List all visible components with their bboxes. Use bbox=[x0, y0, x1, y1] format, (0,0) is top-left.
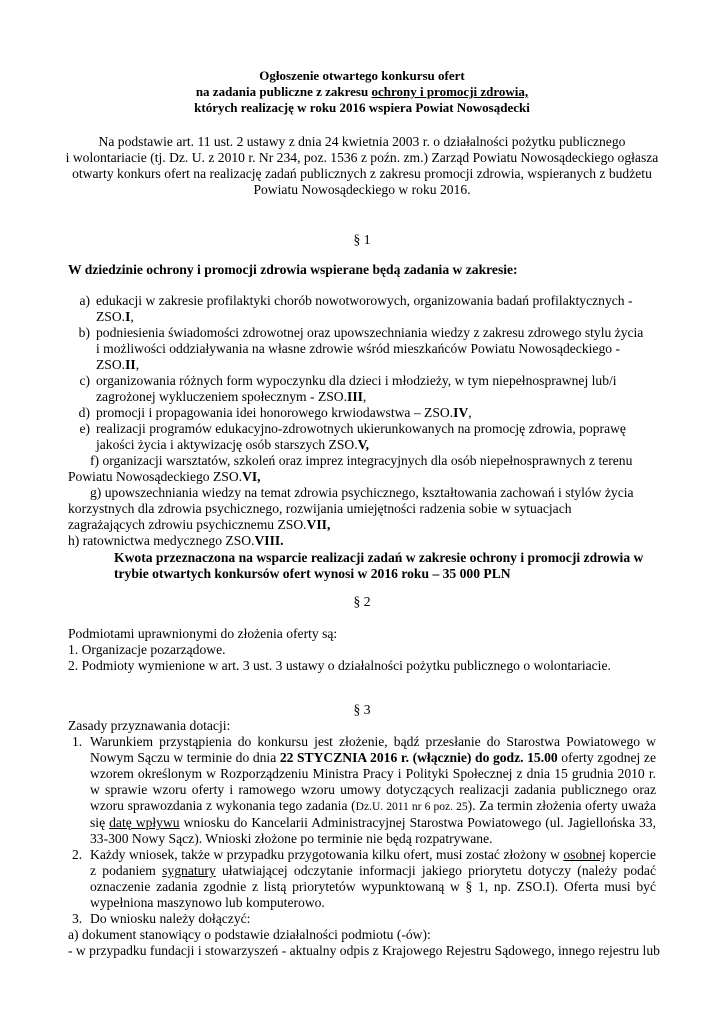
list-item bbox=[68, 533, 668, 549]
rule-text: Każdy wniosek, także w przypadku przygotowania kilku ofert, musi zostać złożony w bbox=[90, 847, 564, 862]
list-item-line: organizowania różnych form wypoczynku dla dzieci i młodzieży, w tym niepełnosprawnej lub/i bbox=[96, 373, 617, 388]
list-item-tail: , bbox=[135, 357, 140, 372]
rule-text: wniosku do Kancelarii Administracyjnej Starostwa Powiatowego (ul. Jagiellońska 33, bbox=[179, 815, 656, 830]
rule-2 bbox=[68, 847, 656, 911]
title-line-3: których realizację w roku 2016 wspiera Powiat Nowosądecki bbox=[194, 100, 530, 115]
rule-text: z podaniem bbox=[90, 863, 163, 878]
list-item-line bbox=[96, 309, 668, 325]
intro-line: otwarty konkurs ofert na realizację zadań publicznych z zakresu promocji zdrowia, wspieranych z budżetu bbox=[72, 166, 652, 181]
list-item-text: Powiatu Nowosądeckiego ZSO. bbox=[68, 469, 243, 484]
list-item bbox=[68, 453, 668, 485]
list-item-line bbox=[96, 389, 668, 405]
rule-underlined: sygnatury bbox=[162, 863, 216, 878]
list-item-label: d) bbox=[78, 405, 90, 420]
list-item-line bbox=[68, 469, 668, 485]
list-item-text: promocji i propagowania idei honorowego krwiodawstwa – ZSO. bbox=[96, 405, 454, 420]
list-item-code: V, bbox=[357, 437, 370, 452]
list-item-label: c) bbox=[79, 373, 90, 388]
rule-text: ). Za termin złożenia oferty uważa bbox=[467, 798, 656, 813]
rule-line: wypełniona maszynowo lub komputerowo. bbox=[90, 895, 325, 910]
list-item-line: edukacji w zakresie profilaktyki chorób nowotworowych, organizowania badań profilaktycznych - bbox=[96, 293, 633, 308]
list-item-text: ZSO. bbox=[96, 357, 126, 372]
rule-line bbox=[90, 863, 656, 879]
section-1-mark: § 1 bbox=[353, 232, 371, 247]
rule-line bbox=[90, 815, 656, 831]
attachment-line: a) dokument stanowiący o podstawie działalności podmiotu (-ów): bbox=[68, 927, 431, 942]
rule-line bbox=[90, 847, 656, 863]
list-item bbox=[68, 421, 668, 453]
section-2-body bbox=[68, 626, 658, 674]
section-2-line: 2. Podmioty wymienione w art. 3 ust. 3 ustawy o działalności pożytku publicznego o wolontariacie. bbox=[68, 658, 611, 673]
task-list bbox=[68, 293, 668, 549]
funding-amount bbox=[114, 550, 643, 582]
rule-underlined: osobnej bbox=[563, 847, 606, 862]
rule-underlined: datę wpływu bbox=[109, 815, 180, 830]
list-item-text: h) ratownictwa medycznego ZSO. bbox=[68, 533, 255, 548]
list-item-text: zagrożonej wykluczeniem społecznym - ZSO. bbox=[96, 389, 348, 404]
list-item-line bbox=[96, 437, 668, 453]
rule-line bbox=[90, 798, 656, 815]
rule-line bbox=[90, 750, 656, 766]
section-3-mark: § 3 bbox=[353, 702, 371, 717]
list-item-tail: , bbox=[468, 405, 472, 420]
section-2-line: Podmiotami uprawnionymi do złożenia oferty są: bbox=[68, 626, 338, 641]
list-item-line bbox=[96, 357, 668, 373]
rule-line: oznaczenie zadania zgodnie z listą priorytetów wypunktowaną w § 1, np. ZSO.I). Oferta musi być bbox=[90, 879, 656, 894]
list-item-line bbox=[68, 533, 668, 549]
list-item-line: g) upowszechniania wiedzy na temat zdrowia psychicznego, kształtowania zachowań i stylów życia bbox=[90, 485, 634, 500]
title-line-2-underlined: ochrony i promocji zdrowia, bbox=[371, 84, 529, 99]
section-1-heading: W dziedzinie ochrony i promocji zdrowia wspierane będą zadania w zakresie: bbox=[68, 262, 518, 277]
list-item-text: ZSO. bbox=[96, 309, 126, 324]
list-item-code: VIII. bbox=[254, 533, 284, 548]
intro-paragraph bbox=[60, 134, 664, 198]
list-item-code: IV bbox=[453, 405, 469, 420]
list-item-code: VII, bbox=[306, 517, 331, 532]
list-item bbox=[68, 485, 668, 533]
intro-line: Powiatu Nowosądeckiego w roku 2016. bbox=[253, 182, 471, 197]
list-item-line: podniesienia świadomości zdrowotnej oraz upowszechniania wiedzy z zakresu zdrowego stylu życia bbox=[96, 325, 644, 340]
list-item-code: III bbox=[347, 389, 363, 404]
list-item-label: b) bbox=[78, 325, 90, 340]
intro-line: i wolontariacie (tj. Dz. U. z 2010 r. Nr 234, poz. 1536 z poźn. zm.) Zarząd Powiatu Nowosądeckiego ogłasza bbox=[65, 150, 659, 165]
section-2-mark: § 2 bbox=[353, 594, 371, 609]
list-item bbox=[68, 325, 668, 373]
rule-number: 2. bbox=[72, 847, 83, 862]
section-3-intro: Zasady przyznawania dotacji: bbox=[68, 718, 231, 733]
rule-3 bbox=[68, 911, 656, 927]
list-item bbox=[68, 293, 668, 325]
list-item-tail: , bbox=[362, 389, 367, 404]
rule-line: 33-300 Nowy Sącz). Wnioski złożone po terminie nie będą rozpatrywane. bbox=[90, 831, 493, 846]
title-line-2 bbox=[0, 84, 724, 100]
list-item-label: e) bbox=[79, 421, 90, 436]
list-item-line bbox=[96, 405, 668, 421]
rule-number: 3. bbox=[72, 911, 83, 926]
rule-text: Nowym Sączu w terminie do dnia bbox=[90, 750, 280, 765]
attachment-line: - w przypadku fundacji i stowarzyszeń - aktualny odpis z Krajowego Rejestru Sądowego, innego rejestru lub bbox=[68, 943, 660, 958]
rule-text: się bbox=[90, 815, 110, 830]
section-2-line: 1. Organizacje pozarządowe. bbox=[68, 642, 226, 657]
deadline: 22 STYCZNIA 2016 r. (włącznie) do godz. 15.00 bbox=[279, 750, 558, 765]
rule-line: Warunkiem przystąpienia do konkursu jest złożenie, bądź przesłanie do Starostwa Powiatowego w bbox=[90, 734, 656, 749]
legal-reference: Dz.U. 2011 nr 6 poz. 25 bbox=[355, 801, 468, 813]
rule-text: wzoru sprawozdania z wykonania tego zadania ( bbox=[90, 798, 356, 813]
list-item-code: I bbox=[125, 309, 131, 324]
list-item-label: a) bbox=[79, 293, 90, 308]
rule-line: w sprawie wzoru oferty i ramowego wzoru umowy dotyczących realizacji zadania publicznego oraz bbox=[90, 782, 656, 797]
funding-amount-line: trybie otwartych konkursów ofert wynosi w 2016 roku – 35 000 PLN bbox=[114, 566, 511, 581]
list-item-line: realizacji programów edukacyjno-zdrowotnych ukierunkowanych na promocję zdrowia, poprawę bbox=[96, 421, 626, 436]
list-item-line: korzystnych dla zdrowia psychicznego, rozwijania umiejętności radzenia sobie w sytuacjach bbox=[68, 501, 572, 516]
list-item bbox=[68, 373, 668, 405]
title-line-2-text: na zadania publiczne z zakresu bbox=[195, 84, 372, 99]
funding-amount-line: Kwota przeznaczona na wsparcie realizacji zadań w zakresie ochrony i promocji zdrowia w bbox=[114, 550, 644, 565]
list-item-text: zagrażających zdrowiu psychicznemu ZSO. bbox=[68, 517, 307, 532]
rule-line: wzorem określonym w Rozporządzeniu Ministra Pracy i Polityki Społecznej z dnia 15 grudnia 2010 r. bbox=[90, 766, 656, 781]
list-item bbox=[68, 405, 668, 421]
rule-1 bbox=[68, 734, 656, 847]
rule-line: Do wniosku należy dołączyć: bbox=[90, 911, 251, 926]
intro-line: Na podstawie art. 11 ust. 2 ustawy z dnia 24 kwietnia 2003 r. o działalności pożytku publicznego bbox=[98, 134, 626, 149]
rule-text: oferty zgodnej ze bbox=[557, 750, 656, 765]
rule-number: 1. bbox=[72, 734, 83, 749]
rule-text: kopercie bbox=[605, 847, 656, 862]
rule-text: ułatwiającej odczytanie informacji jakiego priorytetu dotyczy (należy podać bbox=[215, 863, 657, 878]
list-item-line: i możliwości oddziaływania na własne zdrowie wśród mieszkańców Powiatu Nowosądeckiego - bbox=[96, 341, 620, 356]
list-item-code: II bbox=[125, 357, 136, 372]
list-item-tail: , bbox=[130, 309, 134, 324]
list-item-line bbox=[68, 517, 668, 533]
list-item-code: VI, bbox=[242, 469, 261, 484]
list-item-text: jakości życia i aktywizację osób starszych ZSO. bbox=[96, 437, 358, 452]
title-line-1: Ogłoszenie otwartego konkursu ofert bbox=[259, 68, 465, 83]
document-title bbox=[0, 68, 724, 116]
list-item-line: f) organizacji warsztatów, szkoleń oraz imprez integracyjnych dla osób niepełnosprawnych z terenu bbox=[90, 453, 633, 468]
section-3-body bbox=[68, 718, 660, 959]
